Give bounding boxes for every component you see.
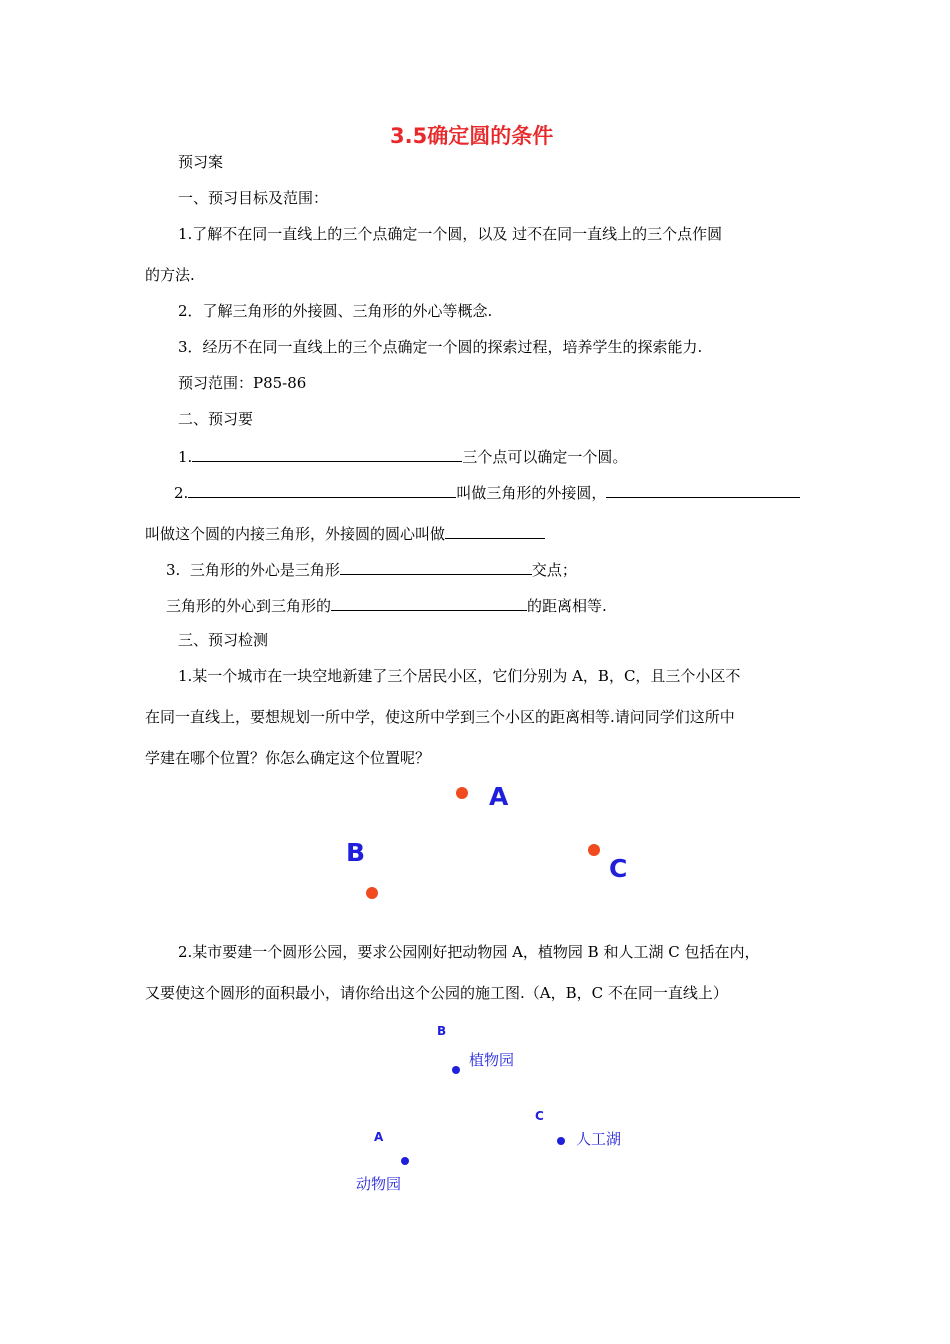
question-1	[178, 445, 627, 467]
goal-1-line-1: 1.了解不在同一直线上的三个点确定一个圆，以及 过不在同一直线上的三个点作圆	[178, 225, 723, 243]
point-b-marker	[366, 887, 378, 899]
artificial-lake-marker	[557, 1137, 565, 1145]
point-b-letter: B	[437, 1024, 447, 1038]
goal-1-line-2: 的方法.	[145, 266, 195, 284]
question-3-text: 三角形的外心是三角形	[189, 561, 340, 579]
point-a-letter: A	[374, 1130, 384, 1144]
answer-blank-2a[interactable]	[188, 481, 456, 498]
zoo-label: 动物园	[356, 1175, 402, 1193]
answer-blank-3b[interactable]	[331, 594, 527, 611]
question-2	[174, 481, 800, 503]
problem-1-line-1: 1.某一个城市在一块空地新建了三个居民小区，它们分别为 A，B，C，且三个小区不	[178, 667, 741, 685]
question-2-line-2	[145, 522, 545, 544]
point-c-label: C	[609, 854, 628, 883]
question-2-text: 叫做三角形的外接圆，	[456, 484, 607, 502]
point-c-letter: C	[535, 1109, 544, 1123]
preview-range: 预习范围：P85-86	[178, 374, 307, 392]
question-3-line-2	[166, 594, 607, 616]
section-2-heading: 二、预习要	[178, 410, 254, 428]
answer-blank-1[interactable]	[192, 445, 462, 462]
problem-2-line-2: 又要使这个圆形的面积最小，请你给出这个公园的施工图.（A，B，C 不在同一直线上）	[145, 984, 728, 1002]
point-a-label: A	[489, 782, 509, 811]
question-2-number: 2.	[174, 484, 189, 502]
botanical-garden-marker	[452, 1066, 460, 1074]
question-2-line-2-text: 叫做这个圆的内接三角形，外接圆的圆心叫做	[145, 525, 446, 543]
question-3-line-2-suffix: 的距离相等.	[527, 597, 607, 615]
answer-blank-2c[interactable]	[445, 522, 545, 539]
point-a-marker	[456, 787, 468, 799]
question-3	[166, 558, 577, 580]
question-1-number: 1.	[178, 448, 193, 466]
goal-2: 2．了解三角形的外接圆、三角形的外心等概念.	[178, 302, 493, 320]
question-1-text: 三个点可以确定一个圆。	[462, 448, 628, 466]
zoo-marker	[401, 1157, 409, 1165]
point-b-label: B	[346, 838, 366, 867]
problem-1-line-2: 在同一直线上，要想规划一所中学，使这所中学到三个小区的距离相等.请问同学们这所中	[145, 708, 735, 726]
question-3-suffix: 交点；	[531, 561, 577, 579]
question-3-line-2-prefix: 三角形的外心到三角形的	[166, 597, 332, 615]
answer-blank-3a[interactable]	[340, 558, 532, 575]
section-1-heading: 一、预习目标及范围：	[178, 189, 329, 207]
section-3-heading: 三、预习检测	[178, 631, 269, 649]
botanical-garden-label: 植物园	[469, 1051, 515, 1069]
goal-3: 3．经历不在同一直线上的三个点确定一个圆的探索过程，培养学生的探索能力.	[178, 338, 703, 356]
answer-blank-2b[interactable]	[606, 481, 800, 498]
problem-2-line-1: 2.某市要建一个圆形公园，要求公园刚好把动物园 A，植物园 B 和人工湖 C 包括在内，	[178, 943, 760, 961]
artificial-lake-label: 人工湖	[576, 1130, 622, 1148]
question-3-number: 3.	[166, 561, 181, 579]
problem-1-line-3: 学建在哪个位置？你怎么确定这个位置呢？	[145, 749, 431, 767]
subtitle: 预习案	[178, 153, 224, 171]
point-c-marker	[588, 844, 600, 856]
page-title: 3.5确定圆的条件	[390, 124, 554, 148]
